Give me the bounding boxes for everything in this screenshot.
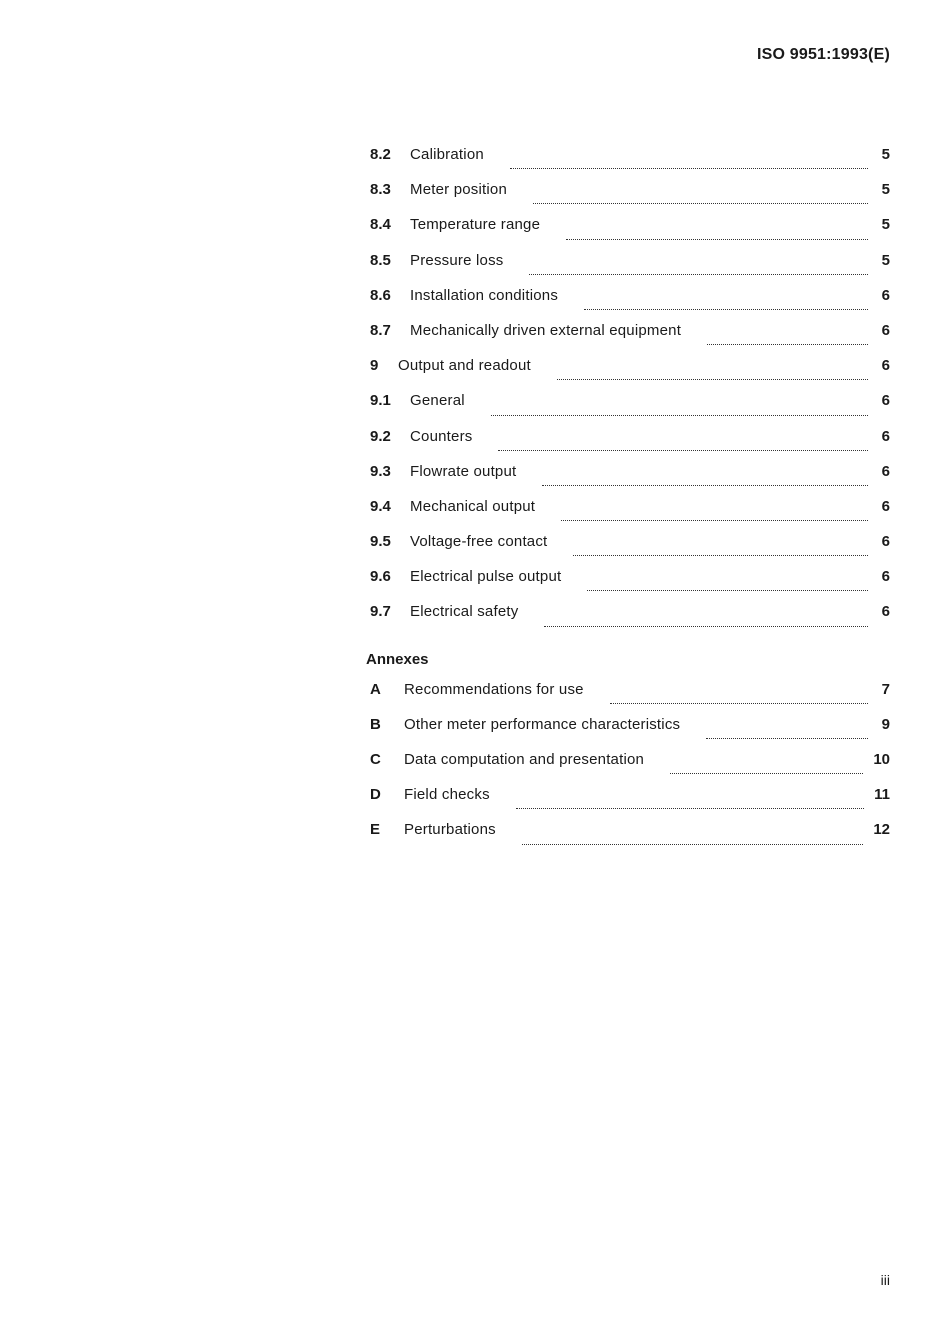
toc-entry-title: Electrical safety	[410, 603, 519, 621]
toc-leader-dots	[706, 738, 868, 739]
toc-leader-dots	[707, 344, 868, 345]
toc-leader-dots	[670, 773, 863, 774]
toc-entry-title: General	[410, 392, 465, 410]
toc-annex-entry	[370, 751, 890, 786]
toc-annex-letter: A	[370, 680, 381, 698]
toc-entry-number: 9.1	[370, 392, 391, 410]
toc-entry-title: Electrical pulse output	[410, 568, 562, 586]
toc-entry-page: 6	[881, 392, 890, 410]
toc-leader-dots	[566, 239, 868, 240]
toc-entry-page: 6	[881, 603, 890, 621]
toc-annex-letter: B	[370, 715, 381, 733]
toc-entry-page: 6	[881, 321, 890, 339]
toc-entry-number: 8.3	[370, 181, 391, 199]
toc-entry-title: Installation conditions	[410, 286, 559, 304]
toc-entry-number: 8.7	[370, 321, 391, 339]
toc-leader-dots	[587, 590, 868, 591]
toc-entry	[370, 498, 890, 533]
toc-entry-number: 8.6	[370, 286, 391, 304]
toc-entry-number: 9.6	[370, 568, 391, 586]
toc-entry	[370, 287, 890, 322]
toc-entry-page: 5	[881, 251, 890, 269]
toc-entry-page: 6	[881, 357, 890, 375]
toc-entry-number: 9.7	[370, 603, 391, 621]
toc-entry	[370, 428, 890, 463]
toc-leader-dots	[491, 415, 868, 416]
toc-entry-page: 6	[881, 497, 890, 515]
toc-leader-dots	[561, 520, 868, 521]
toc-chapter-entry	[370, 357, 890, 392]
toc-entry-page: 6	[881, 286, 890, 304]
toc-entry	[370, 533, 890, 568]
table-of-contents	[366, 146, 890, 857]
toc-entry-title: Mechanical output	[410, 497, 536, 515]
toc-annex-title: Recommendations for use	[404, 680, 584, 698]
toc-leader-dots	[533, 203, 868, 204]
toc-leader-dots	[542, 485, 868, 486]
toc-leader-dots	[510, 168, 868, 169]
toc-entry-page: 6	[881, 427, 890, 445]
toc-annex-page: 9	[881, 715, 890, 733]
toc-leader-dots	[610, 703, 868, 704]
toc-annex-page: 7	[881, 680, 890, 698]
toc-annex-entry	[370, 716, 890, 751]
page-number: iii	[880, 1272, 890, 1288]
toc-leader-dots	[522, 844, 863, 845]
toc-annex-entry	[370, 786, 890, 821]
toc-leader-dots	[529, 274, 868, 275]
toc-annex-entry	[370, 821, 890, 856]
toc-entry-number: 9	[370, 357, 379, 375]
toc-annex-entry	[370, 681, 890, 716]
toc-entry-title: Counters	[410, 427, 473, 445]
toc-annex-letter: E	[370, 821, 381, 839]
toc-entry-page: 5	[881, 181, 890, 199]
toc-entry-title: Mechanically driven external equipment	[410, 321, 682, 339]
toc-entry-page: 5	[881, 146, 890, 163]
toc-annex-page: 12	[873, 821, 890, 839]
toc-leader-dots	[573, 555, 868, 556]
toc-entry	[370, 322, 890, 357]
toc-entry-number: 9.2	[370, 427, 391, 445]
toc-entry	[370, 216, 890, 251]
toc-entry	[370, 392, 890, 427]
toc-entry-number: 9.3	[370, 462, 391, 480]
toc-entry	[370, 146, 890, 181]
toc-entry-page: 5	[881, 216, 890, 234]
toc-entry	[370, 252, 890, 287]
toc-annex-page: 10	[873, 751, 890, 768]
toc-leader-dots	[584, 309, 868, 310]
toc-leader-dots	[557, 379, 868, 380]
toc-leader-dots	[498, 450, 868, 451]
toc-entry-page: 6	[881, 533, 890, 551]
document-header: ISO 9951:1993(E)	[756, 46, 890, 63]
toc-entry-title: Pressure loss	[410, 251, 504, 269]
annexes-heading: Annexes	[366, 650, 429, 668]
toc-entry-page: 6	[881, 568, 890, 586]
toc-annex-title: Field checks	[404, 786, 490, 804]
toc-entry-title: Flowrate output	[410, 462, 517, 480]
toc-entry-number: 8.2	[370, 146, 391, 163]
toc-entry-number: 9.4	[370, 497, 391, 515]
toc-leader-dots	[516, 808, 864, 809]
toc-leader-dots	[544, 626, 868, 627]
toc-entry-title: Calibration	[410, 146, 484, 163]
toc-entry-title: Output and readout	[398, 357, 531, 375]
toc-entry-title: Voltage-free contact	[410, 533, 548, 551]
toc-annex-title: Other meter performance characteristics	[404, 715, 681, 733]
toc-entry-title: Temperature range	[410, 216, 541, 234]
toc-entry-number: 9.5	[370, 533, 391, 551]
toc-annex-letter: D	[370, 786, 381, 804]
toc-entry	[370, 603, 890, 638]
toc-annex-title: Data computation and presentation	[404, 751, 645, 768]
toc-entry	[370, 568, 890, 603]
toc-annex-letter: C	[370, 751, 381, 768]
toc-annex-page: 11	[874, 786, 890, 804]
toc-entry-page: 6	[881, 462, 890, 480]
toc-entry	[370, 181, 890, 216]
toc-entry-number: 8.5	[370, 251, 391, 269]
toc-entry-title: Meter position	[410, 181, 508, 199]
toc-annex-title: Perturbations	[404, 821, 496, 839]
toc-entry	[370, 463, 890, 498]
toc-entry-number: 8.4	[370, 216, 391, 234]
